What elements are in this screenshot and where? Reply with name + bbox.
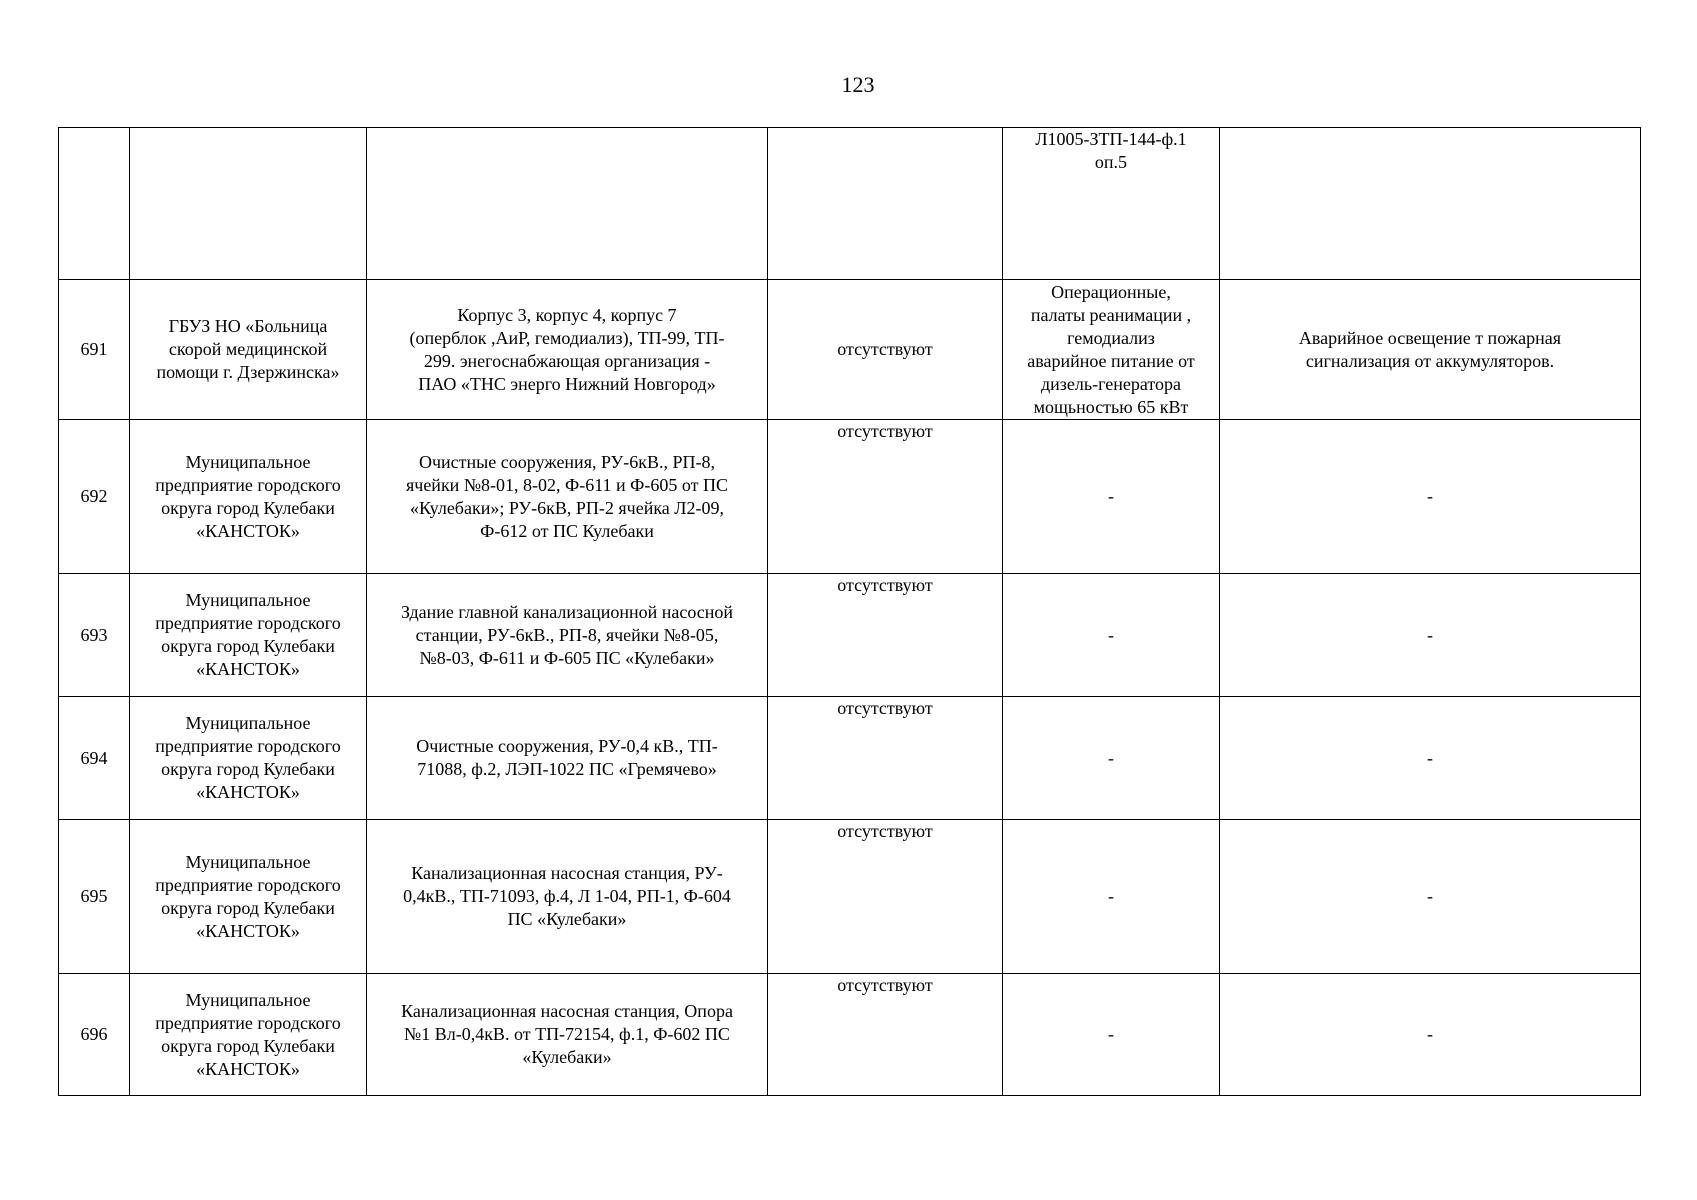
object-cell: Очистные сооружения, РУ-0,4 кВ., ТП- 71088, ф.2, ЛЭП-1022 ПС «Гремячево» — [367, 697, 768, 820]
reserve-sources-cell — [768, 128, 1003, 280]
autonomous-sources-cell: Аварийное освещение т пожарная сигнализация от аккумуляторов. — [1220, 280, 1641, 420]
row-number-cell: 694 — [59, 697, 130, 820]
autonomous-sources-cell: - — [1220, 974, 1641, 1096]
critical-loads-cell: Л1005-ЗТП-144-ф.1 оп.5 — [1003, 128, 1220, 280]
critical-loads-cell: Операционные, палаты реанимации , гемодиализ аварийное питание от дизель-генератора мощьностью 65 кВт — [1003, 280, 1220, 420]
table-row — [59, 280, 1641, 420]
row-number-cell: 695 — [59, 820, 130, 974]
reserve-sources-cell: отсутствуют — [768, 574, 1003, 697]
reserve-sources-cell: отсутствуют — [768, 820, 1003, 974]
organization-cell: Муниципальное предприятие городского округа город Кулебаки «КАНСТОК» — [130, 420, 367, 574]
object-cell: Канализационная насосная станция, РУ- 0,4кВ., ТП-71093, ф.4, Л 1-04, РП-1, Ф-604 ПС «Кулебаки» — [367, 820, 768, 974]
table-row — [59, 128, 1641, 280]
autonomous-sources-cell: - — [1220, 574, 1641, 697]
table-row — [59, 697, 1641, 820]
page-number: 123 — [841, 72, 875, 97]
registry-table — [58, 127, 1641, 1096]
autonomous-sources-cell: - — [1220, 697, 1641, 820]
object-cell: Канализационная насосная станция, Опора №1 Вл-0,4кВ. от ТП-72154, ф.1, Ф-602 ПС «Кулебаки» — [367, 974, 768, 1096]
autonomous-sources-cell: - — [1220, 420, 1641, 574]
reserve-sources-cell: отсутствуют — [768, 420, 1003, 574]
autonomous-sources-cell — [1220, 128, 1641, 280]
table-row — [59, 974, 1641, 1096]
row-number-cell — [59, 128, 130, 280]
critical-loads-cell: - — [1003, 697, 1220, 820]
organization-cell: Муниципальное предприятие городского округа город Кулебаки «КАНСТОК» — [130, 697, 367, 820]
row-number-cell: 693 — [59, 574, 130, 697]
autonomous-sources-cell: - — [1220, 820, 1641, 974]
critical-loads-cell: - — [1003, 820, 1220, 974]
critical-loads-cell: - — [1003, 974, 1220, 1096]
row-number-cell: 691 — [59, 280, 130, 420]
object-cell — [367, 128, 768, 280]
object-cell: Корпус 3, корпус 4, корпус 7 (оперблок ,АиР, гемодиализ), ТП-99, ТП- 299. энегоснабжающая организация - ПАО «ТНС энерго Нижний Новгород» — [367, 280, 768, 420]
critical-loads-cell: - — [1003, 574, 1220, 697]
critical-loads-cell: - — [1003, 420, 1220, 574]
organization-cell: Муниципальное предприятие городского округа город Кулебаки «КАНСТОК» — [130, 574, 367, 697]
row-number-cell: 692 — [59, 420, 130, 574]
table-row — [59, 574, 1641, 697]
organization-cell: Муниципальное предприятие городского округа город Кулебаки «КАНСТОК» — [130, 820, 367, 974]
organization-cell: Муниципальное предприятие городского округа город Кулебаки «КАНСТОК» — [130, 974, 367, 1096]
organization-cell — [130, 128, 367, 280]
table-row — [59, 820, 1641, 974]
organization-cell: ГБУЗ НО «Больница скорой медицинской помощи г. Дзержинска» — [130, 280, 367, 420]
table-row — [59, 420, 1641, 574]
reserve-sources-cell: отсутствуют — [768, 280, 1003, 420]
object-cell: Очистные сооружения, РУ-6кВ., РП-8, ячейки №8-01, 8-02, Ф-611 и Ф-605 от ПС «Кулебаки»; РУ-6кВ, РП-2 ячейка Л2-09, Ф-612 от ПС Кулебаки — [367, 420, 768, 574]
reserve-sources-cell: отсутствуют — [768, 974, 1003, 1096]
row-number-cell: 696 — [59, 974, 130, 1096]
object-cell: Здание главной канализационной насосной станции, РУ-6кВ., РП-8, ячейки №8-05, №8-03, Ф-611 и Ф-605 ПС «Кулебаки» — [367, 574, 768, 697]
reserve-sources-cell: отсутствуют — [768, 697, 1003, 820]
